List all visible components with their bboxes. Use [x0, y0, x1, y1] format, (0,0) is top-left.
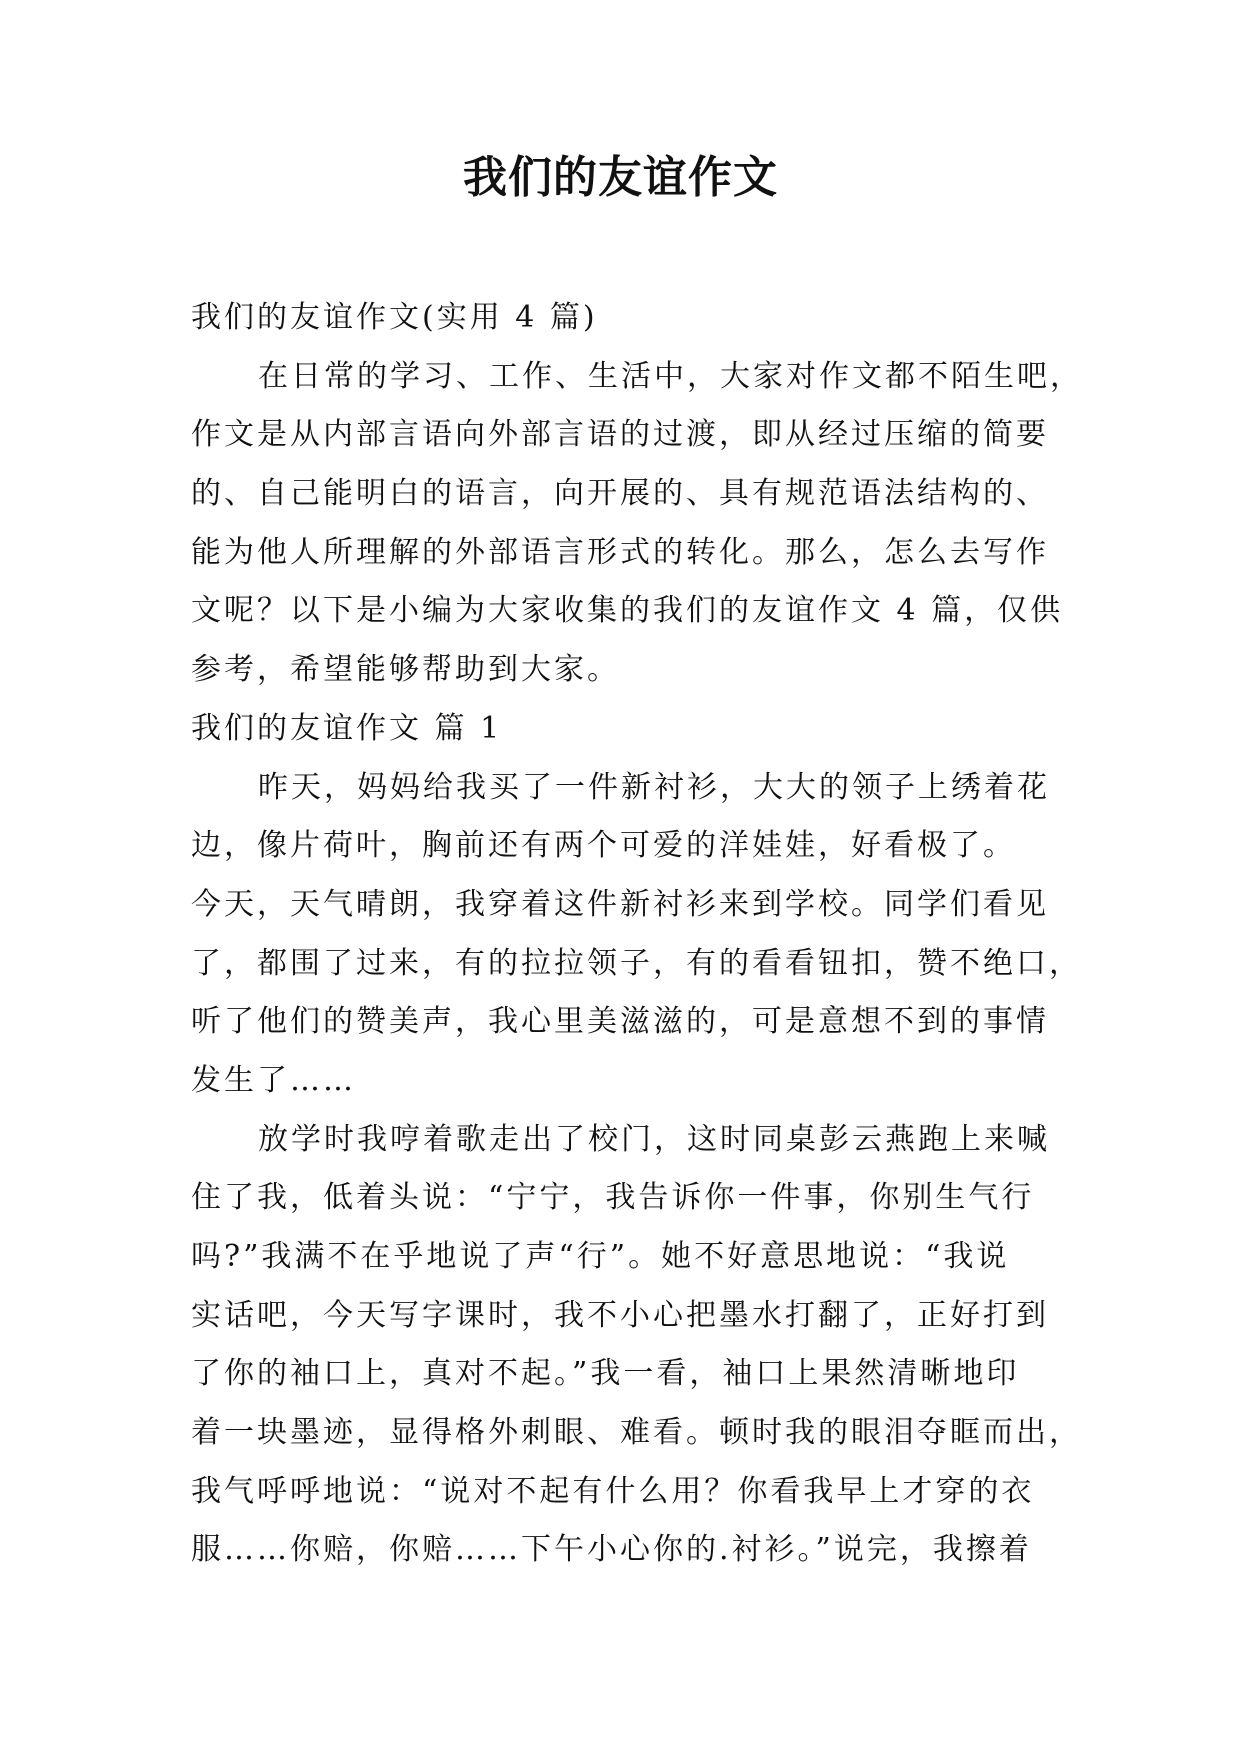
text-line: 发生了…… — [191, 1062, 356, 1098]
paragraph-first-line: 在日常的学习、工作、生活中，大家对作文都不陌生吧， — [258, 358, 1083, 394]
text-line: 我们的友谊作文 篇 1 — [191, 710, 503, 746]
document-title: 我们的友谊作文 — [463, 152, 778, 203]
text-line: 住了我，低着头说：“宁宁，我告诉你一件事，你别生气行 — [191, 1180, 1035, 1216]
text-line: 的、自己能明白的语言，向开展的、具有规范语法结构的、 — [191, 476, 1049, 512]
document-body — [191, 289, 1083, 1580]
text-line: 文呢？以下是小编为大家收集的我们的友谊作文 4 篇，仅供 — [191, 593, 1064, 629]
text-line: 今天，天气晴朗，我穿着这件新衬衫来到学校。同学们看见 — [191, 886, 1049, 922]
text-line: 能为他人所理解的外部语言形式的转化。那么，怎么去写作 — [191, 534, 1049, 570]
text-line: 吗?”我满不在乎地说了声“行”。她不好意思地说：“我说 — [191, 1239, 1010, 1274]
text-line: 实话吧，今天写字课时，我不小心把墨水打翻了，正好打到 — [191, 1297, 1049, 1333]
text-line: 了，都围了过来，有的拉拉领子，有的看看钮扣，赞不绝口， — [191, 945, 1082, 981]
text-line: 着一块墨迹，显得格外刺眼、难看。顿时我的眼泪夺眶而出， — [191, 1415, 1082, 1451]
text-line: 边，像片荷叶，胸前还有两个可爱的洋娃娃，好看极了。 — [191, 828, 1016, 864]
text-line: 参考，希望能够帮助到大家。 — [191, 652, 620, 688]
text-line: 了你的袖口上，真对不起。”我一看，袖口上果然清晰地印 — [191, 1356, 1020, 1392]
text-line: 服……你赔，你赔……下午小心你的.衬衫。”说完，我擦着 — [191, 1532, 1032, 1568]
text-line: 听了他们的赞美声，我心里美滋滋的，可是意想不到的事情 — [191, 1004, 1049, 1040]
text-line: 我们的友谊作文(实用 4 篇) — [191, 300, 598, 335]
text-line: 作文是从内部言语向外部言语的过渡，即从经过压缩的简要 — [191, 417, 1049, 453]
paragraph-first-line: 昨天，妈妈给我买了一件新衬衫，大大的领子上绣着花 — [258, 769, 1050, 805]
paragraph-first-line: 放学时我哼着歌走出了校门，这时同桌彭云燕跑上来喊 — [258, 1121, 1050, 1157]
text-line: 我气呼呼地说：“说对不起有什么用？你看我早上才穿的衣 — [191, 1473, 1035, 1509]
